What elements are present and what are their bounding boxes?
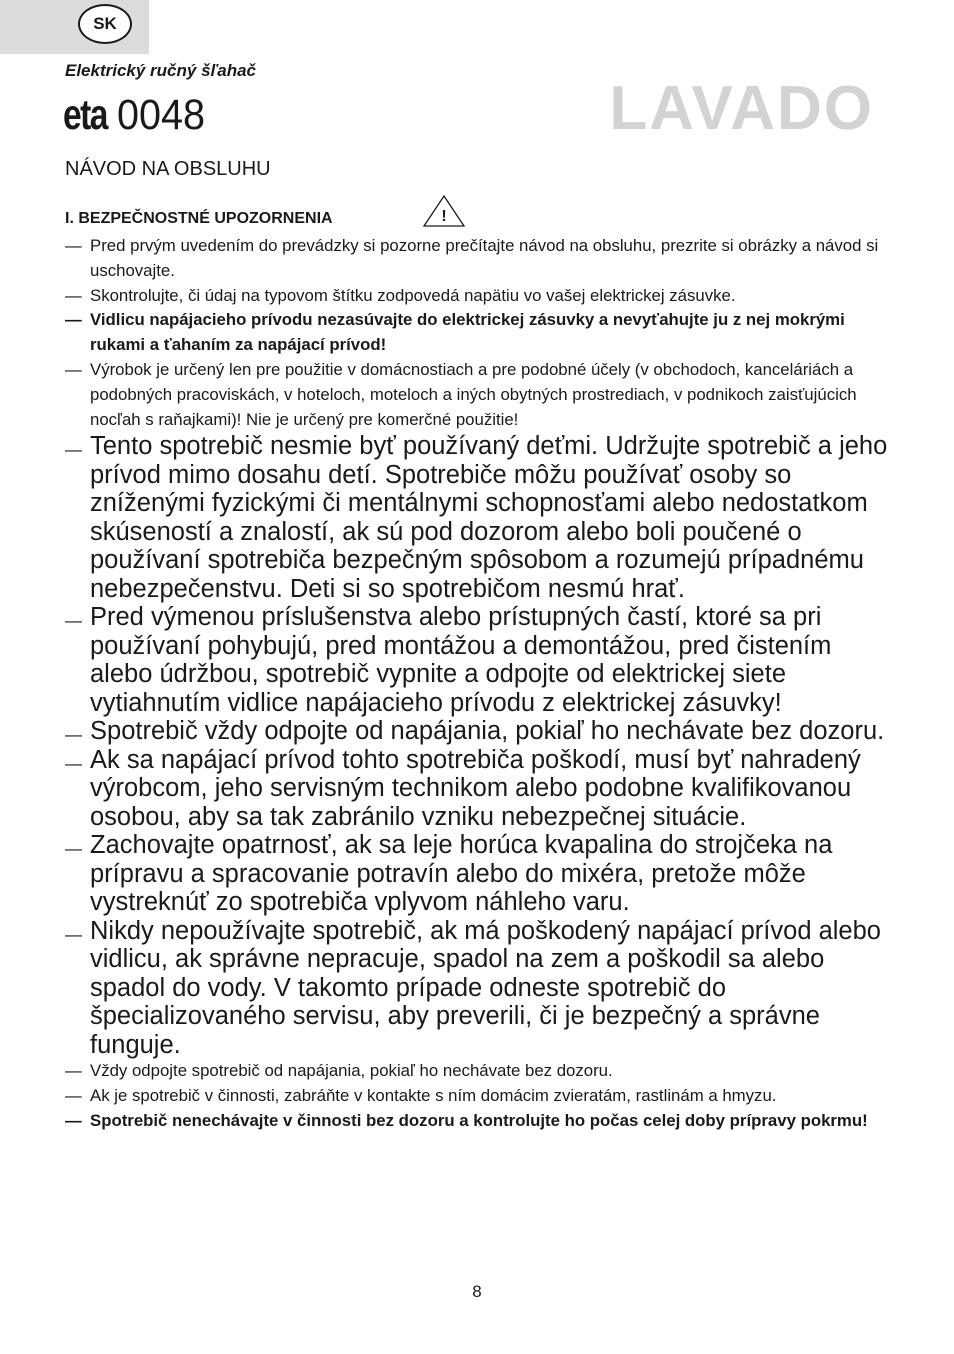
warning-triangle-icon	[422, 194, 466, 228]
list-item	[65, 234, 890, 284]
item-dash: —	[65, 611, 82, 631]
item-dash: —	[65, 839, 82, 859]
language-badge: SK	[78, 4, 132, 44]
model-number: 0048	[117, 91, 206, 139]
list-item	[65, 603, 890, 717]
item-dash: —	[65, 440, 82, 460]
safety-list	[65, 234, 890, 1134]
warning-glyph: !	[441, 208, 447, 225]
item-text: Pred prvým uvedením do prevádzky si pozorne prečítajte návod na obsluhu, prezrite si obrázky a návod si uschovajte.	[90, 236, 879, 280]
list-item	[65, 1109, 890, 1134]
list-item	[65, 917, 890, 1060]
item-text: Ak je spotrebič v činnosti, zabráňte v kontakte s ním domácim zvieratám, rastlinám a hmyzu.	[90, 1086, 777, 1106]
list-item	[65, 831, 890, 917]
brand-name: eta	[63, 91, 107, 139]
item-text: Nikdy nepoužívajte spotrebič, ak má poškodený napájací prívod alebo vidlicu, ak správne nepracuje, spadol na zem a poškodil sa alebo spadol do vody. V takomto prípade odneste spotrebič do špecializovaného servisu, aby preverili, či je bezpečný a správne funguje.	[90, 916, 881, 1059]
section-title: I. BEZPEČNOSTNÉ UPOZORNENIA	[65, 210, 333, 227]
list-item	[65, 717, 890, 746]
language-tab	[0, 0, 149, 54]
item-dash: —	[65, 310, 82, 330]
item-dash: —	[65, 236, 82, 255]
manual-heading: NÁVOD NA OBSLUHU	[65, 158, 271, 180]
item-dash: —	[65, 1061, 82, 1081]
item-dash: —	[65, 924, 82, 944]
list-item	[65, 746, 890, 832]
series-name: LAVADO	[609, 74, 874, 143]
item-text: Tento spotrebič nesmie byť používaný deťmi. Udržujte spotrebič a jeho prívod mimo dosahu detí. Spotrebiče môžu používať osoby so zníženými fyzickými či mentálnymi schopnosťami alebo nedostatkom skúseností a znalostí, ak sú pod dozorom alebo boli poučené o používaní spotrebiča bezpečným spôsobom a rozumejú prípadnému nebezpečenstvu. Deti si so spotrebičom nesmú hrať.	[90, 432, 888, 603]
list-item	[65, 1084, 890, 1109]
item-text: Výrobok je určený len pre použitie v domácnostiach a pre podobné účely (v obchodoch, kanceláriách a podobných pracoviskách, v hoteloch, moteloch a iných obytných prostrediach, v podnikoch zaisťujúcich nocľah s raňajkami)! Nie je určený pre komerčné použitie!	[90, 359, 857, 429]
item-text: Zachovajte opatrnosť, ak sa leje horúca kvapalina do strojčeka na prípravu a spracovanie potravín alebo do mixéra, pretože môže vystreknúť zo spotrebiča vplyvom náhleho varu.	[90, 831, 833, 917]
item-text: Ak sa napájací prívod tohto spotrebiča poškodí, musí byť nahradený výrobcom, jeho servisným technikom alebo podobne kvalifikovanou osobou, aby sa tak zabránilo vzniku nebezpečnej situácie.	[90, 745, 861, 831]
item-text: Spotrebič vždy odpojte od napájania, pokiaľ ho nechávate bez dozoru.	[90, 717, 885, 746]
list-item	[65, 308, 890, 358]
product-subtitle: Elektrický ručný šľahač	[65, 61, 257, 80]
item-text: Vždy odpojte spotrebič od napájania, pokiaľ ho nechávate bez dozoru.	[90, 1061, 613, 1081]
page-number: 8	[472, 1282, 482, 1301]
item-dash: —	[65, 1086, 82, 1106]
item-text: Spotrebič nenechávajte v činnosti bez dozoru a kontrolujte ho počas celej doby prípravy pokrmu!	[90, 1110, 868, 1130]
item-dash: —	[65, 753, 82, 773]
item-dash: —	[65, 359, 82, 379]
list-item	[65, 432, 890, 603]
item-text: Vidlicu napájacieho prívodu nezasúvajte do elektrickej zásuvky a nevyťahujte ju z nej mokrými rukami a ťahaním za napájací prívod!	[90, 310, 845, 355]
item-dash: —	[65, 1110, 82, 1130]
item-text: Skontrolujte, či údaj na typovom štítku zodpovedá napätiu vo vašej elektrickej zásuvke.	[90, 285, 736, 305]
brand-logo	[63, 88, 213, 142]
list-item	[65, 284, 890, 309]
list-item	[65, 1059, 890, 1084]
item-text: Pred výmenou príslušenstva alebo prístupných častí, ktoré sa pri používaní pohybujú, pred montážou a demontážou, pred čistením alebo údržbou, spotrebič vypnite a odpojte od elektrickej siete vytiahnutím vidlice napájacieho prívodu z elektrickej zásuvky!	[90, 603, 832, 717]
item-dash: —	[65, 725, 82, 745]
list-item	[65, 358, 890, 432]
item-dash: —	[65, 285, 82, 305]
